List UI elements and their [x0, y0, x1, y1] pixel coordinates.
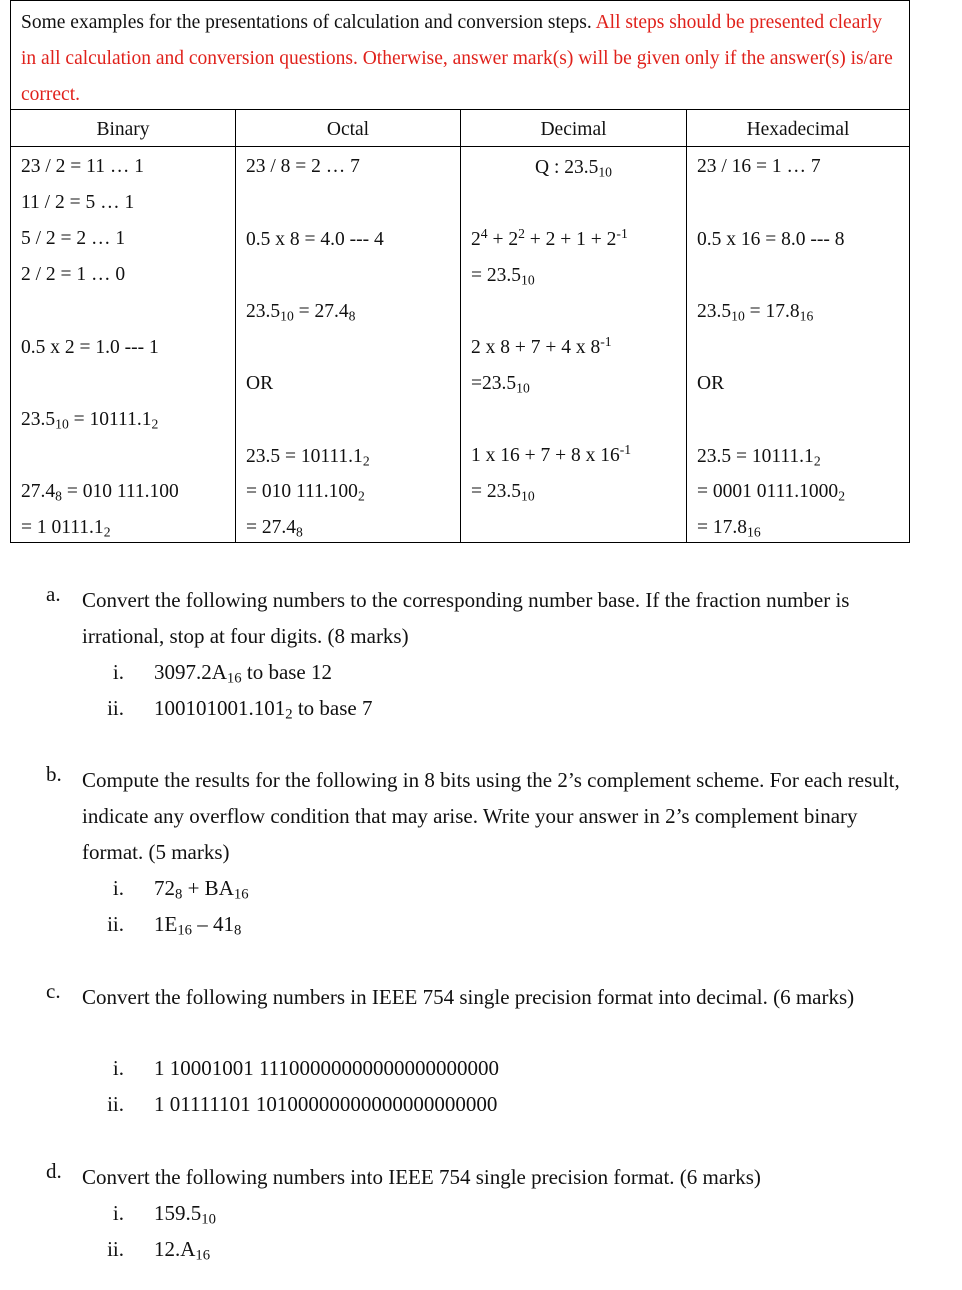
header-binary: Binary — [96, 119, 150, 140]
binary-from-octal: $27.4_8 = 010$ 111.100 — [21, 481, 179, 504]
question-text: Compute the results for the following in 8 bits using the 2’s complement scheme. For each result, indicate any overflow condition that may arise. Write your answer in 2’s complement binary format. (5 marks) — [82, 768, 900, 864]
octal-result: $23.5_{10} = 27.4_8$ — [246, 301, 356, 324]
binary-result: $23.5_{10} = 10111.1_2$ — [21, 409, 159, 432]
decimal-binary-expansion: $2^4 + 2^2 + 2 + 1 + 2^{-1}$ — [471, 226, 628, 250]
hex-alt-3: = $17.8_{16}$ — [697, 517, 761, 540]
hex-fraction-step: 0.5 x 16 = 8.0 --- 8 — [697, 229, 845, 250]
binary-fraction-step: 0.5 x 2 = 1.0 --- 1 — [21, 337, 159, 358]
binary-step-3: 5 / 2 = 2 … 1 — [21, 228, 126, 249]
question-text: Convert the following numbers to the corresponding number base. If the fraction number is irrational, stop at four digits. (8 marks) — [82, 588, 850, 648]
binary-step-4: 2 / 2 = 1 … 0 — [21, 264, 126, 285]
question-text: Convert the following numbers in IEEE 754 single precision format into decimal. (6 marks) — [82, 985, 855, 1009]
note-warning: All steps should be presented clearly in all calculation and conversion questions. Otherwise, answer mark(s) will be given only if the answer(s) is/are correct. — [21, 12, 893, 105]
question-text: Convert the following numbers into IEEE 754 single precision format. (6 marks) — [82, 1165, 761, 1189]
decimal-octal-expansion: 2 x 8 + 7 + 4 x $8^{-1}$ — [471, 334, 612, 358]
question-letter: a. — [46, 582, 61, 606]
instructions-note — [11, 1, 909, 110]
octal-fraction-step: 0.5 x 8 = 4.0 --- 4 — [246, 229, 384, 250]
hex-alt-1: $23.5 = 10111.1_2$ — [697, 446, 821, 469]
examples-table — [10, 0, 910, 543]
question-letter: d. — [46, 1159, 62, 1183]
header-decimal: Decimal — [540, 119, 607, 140]
octal-step-1: 23 / 8 = 2 … 7 — [246, 156, 360, 177]
binary-step-1: 23 / 2 = 11 … 1 — [21, 156, 144, 177]
octal-or: OR — [246, 373, 274, 394]
column-divider — [235, 110, 236, 542]
decimal-question: Q : $23.5_{10}$ — [534, 157, 612, 180]
octal-alt-3: = $27.4_8$ — [246, 517, 303, 540]
hex-step-1: 23 / 16 = 1 … 7 — [697, 156, 821, 177]
decimal-octal-result: $=23.5_{10}$ — [471, 373, 530, 396]
hex-result: $23.5_{10} = 17.8_{16}$ — [697, 301, 814, 324]
note-text: Some examples for the presentations of calculation and conversion steps. — [21, 12, 596, 33]
question-letter: c. — [46, 979, 61, 1003]
question-letter: b. — [46, 762, 62, 786]
column-divider — [686, 110, 687, 542]
hex-or: OR — [697, 373, 725, 394]
header-octal: Octal — [326, 119, 370, 140]
octal-alt-1: $23.5 = 10111.1_2$ — [246, 446, 370, 469]
decimal-hex-expansion: 1 x 16 + 7 + 8 x $16^{-1}$ — [471, 442, 632, 466]
decimal-binary-result: = $23.5_{10}$ — [471, 265, 535, 288]
header-divider — [11, 146, 909, 147]
hex-alt-2: = 0001 $0111.1000_2$ — [697, 481, 846, 504]
header-hexadecimal: Hexadecimal — [746, 119, 850, 140]
octal-alt-2: = 010 $111.100_2$ — [246, 481, 365, 504]
binary-from-octal-result: = 1 $0111.1_2$ — [21, 517, 111, 540]
decimal-hex-result: = $23.5_{10}$ — [471, 481, 535, 504]
binary-step-2: 11 / 2 = 5 … 1 — [21, 192, 135, 213]
